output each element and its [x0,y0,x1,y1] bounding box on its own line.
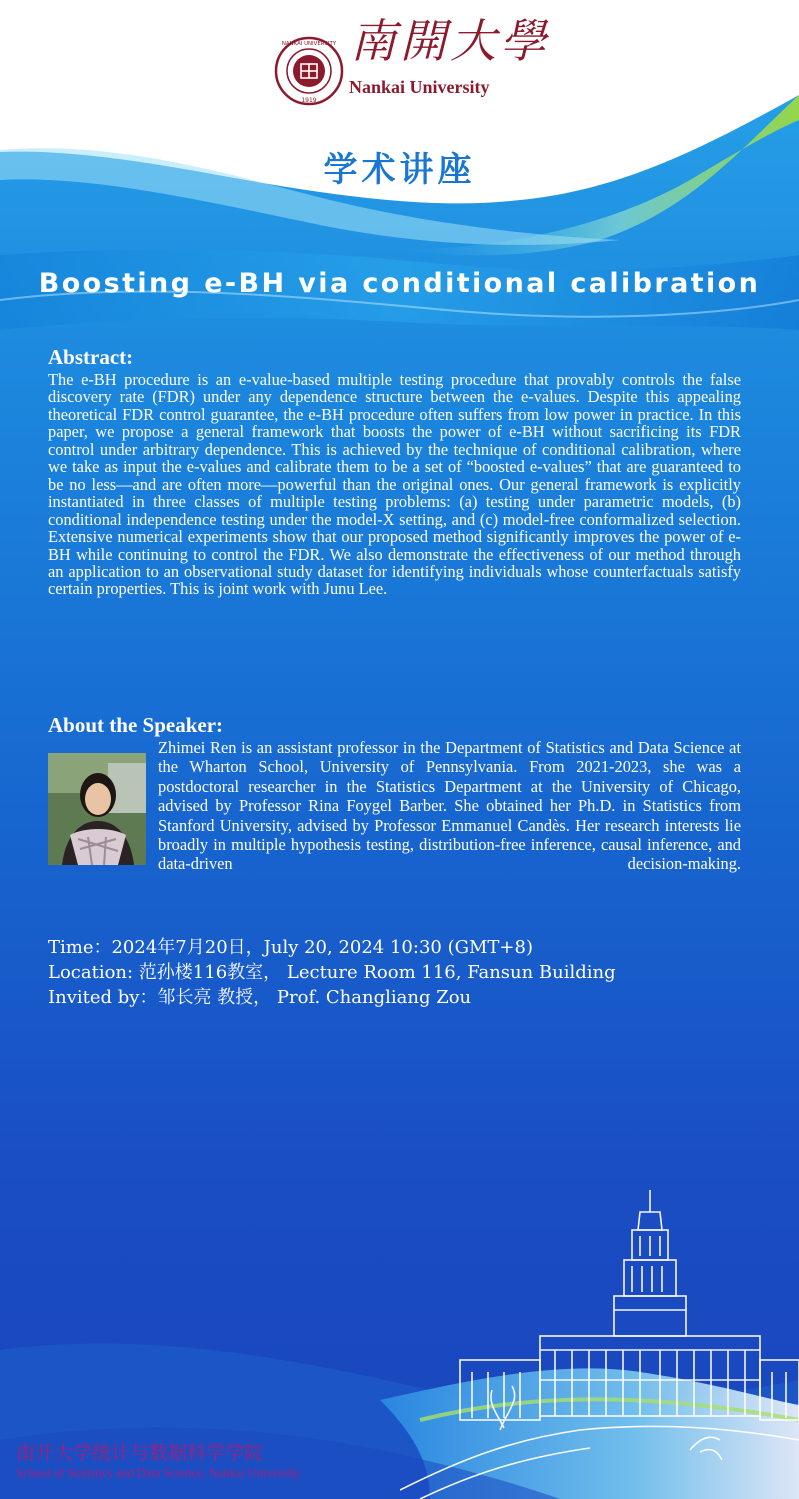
event-location: Location: 范孙楼116教室， Lecture Room 116, Fansun Building [48,962,616,983]
seal-name: NANKAI UNIVERSITY [281,41,337,47]
abstract-heading: Abstract: [48,345,134,369]
university-name-en: Nankai University [349,77,490,97]
speaker-bio: Zhimei Ren is an assistant professor in the Department of Statistics and Data Science at the Wharton School, University of Pennsylvania. From 2021-2023, she was a postdoctoral researcher in the Statistics Department at the University of Chicago, advised by Professor Rina Foygel Barber. She obtained her Ph.D. in Statistics from Stanford University, advised by Professor Emmanuel Candès. Her research interests lie broadly in multiple hypothesis testing, distribution-free inference, causal inference, and data-driven decision-making. [158,738,741,874]
lecture-label: 学术讲座 [323,150,476,190]
seal-year: 1919 [301,97,317,104]
event-time: Time：2024年7月20日，July 20, 2024 10:30 (GMT+8) [48,937,533,958]
speaker-photo [48,753,146,865]
university-name-cn: 南開大學 [350,14,550,68]
talk-title: Boosting e-BH via conditional calibration [38,268,761,299]
abstract-text: The e-BH procedure is an e-value-based multiple testing procedure that provably controls the false discovery rate (FDR) under any dependence structure between the e-values. Despite this appealing theoretical FDR control guarantee, the e-BH procedure often suffers from low power in practice. In this paper, we propose a general framework that boosts the power of e-BH without sacrificing its FDR control under arbitrary dependence. This is achieved by the technique of conditional calibration, where we take as input the e-values and calibrate them to be a set of “boosted e-values” that are guaranteed to be no less—and are often more—powerful than the original ones. Our general framework is explicitly instantiated in three classes of multiple testing problems: (a) testing under parametric models, (b) conditional independence testing under the model-X setting, and (c) model-free conformalized selection. Extensive numerical experiments show that our proposed method significantly improves the power of e-BH while continuing to control the FDR. We also demonstrate the effectiveness of our method through an application to an observational study dataset for identifying individuals whose counterfactuals satisfy certain properties. This is joint work with Junu Lee. [48,370,741,599]
footer-school-en: School of Statistics and Data Science, Nankai University [16,1466,301,1480]
speaker-heading: About the Speaker: [48,713,224,737]
footer-school-cn: 南开大学统计与数据科学学院 [16,1442,264,1464]
campus-building-illustration [400,1190,799,1499]
university-seal-icon [274,36,344,106]
event-host: Invited by：邹长亮 教授， Prof. Changliang Zou [48,987,472,1008]
